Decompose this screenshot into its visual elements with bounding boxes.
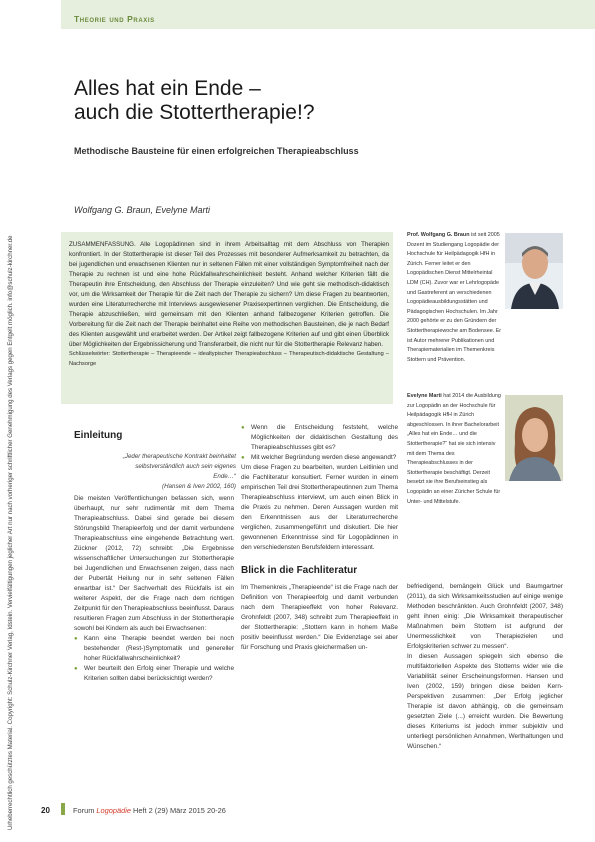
article-title <box>74 77 404 125</box>
col3-paragraph-1: befriedigend, bemängeln Glück und Baumgartner (2011), da sich Wirksamkeitsstudien auf einige wenige Methoden beschränkten. Auch Grohnfeldt (2007, 348) geht ihnen einig: „Die Wirksamkeit therapeutischer Maßnahmen beim Stottern ist aufgrund der Unermesslichkeit von Therapiezielen und Erfolgskriterien schwer zu messen“. <box>407 583 563 650</box>
col3-paragraph-2: In diesen Aussagen spiegeln sich ebenso die multifaktoriellen Aspekte des Stotterns wider wie die Variabilität seiner Erscheinungsformen. Hansen und Iven (2002, 159) bringen diese beiden Kern-Perspektiven zusammen: „Der Erfolg jeglicher Therapie ist davon abhängig, ob die gemeinsam gesetzten Ziele (...) erreicht wurden. Die Bewertung dieses Kriteriums ist jedoch immer subjektiv und unterliegt persönlichen Annahmen, Werthaltungen und Wünschen.“ <box>407 653 563 750</box>
keywords: Schlüsselwörter: Stottertherapie – Therapieende – idealtypischer Therapieabschluss – Therapeutisch-didaktische Gestaltung – Nachsorge <box>69 351 389 367</box>
author-photo-marti <box>505 395 563 481</box>
title-line-2: auch die Stottertherapie!? <box>74 101 315 124</box>
bio-marti-text: hat 2014 die Ausbildung zur Logopädin an der Hochschule für Heilpädagogik HfH in Zürich abgeschlossen. In ihrer Bachelorarbeit „Alles hat ein Ende… und die Stottertherapie?“ hat sie sich intensiv mit dem Thema des Therapieabschlusses in der Stottertherapie beschäftigt. Derzeit besetzt sie ihre Berufseinstieg als Logopädin an einer Züricher Schule für Unter- und Mittelstufe. <box>407 393 501 505</box>
list-item: ● Wenn die Entscheidung feststeht, welche Möglichkeiten der didaktischen Gestaltung des Therapieabschlusses gibt es? <box>241 423 398 453</box>
page-number: 20 <box>41 806 50 815</box>
list-item: ● Wer beurteilt den Erfolg einer Therapie und welche Kriterien sollten dabei berücksichtigt werden? <box>74 664 234 684</box>
heading-einleitung: Einleitung <box>74 430 123 441</box>
footer-forum: Forum <box>73 806 95 815</box>
section-label: Theorie und Praxis <box>74 14 155 24</box>
article-subtitle: Methodische Bausteine für einen erfolgreichen Therapieabschluss <box>74 146 359 156</box>
footer-logo: Logopädie <box>96 806 131 815</box>
motto-quote: „Jeder therapeutische Kontrakt beinhaltet selbstverständlich auch sein eigenes Ende…“ <box>122 453 236 480</box>
abstract-text <box>69 240 389 369</box>
motto <box>120 452 236 492</box>
copyright-sidebar-notice: Urheberrechtlich geschütztes Material. Copyright: Schulz-Kirchner Verlag, Idstein. Vervielfältigungen jeglicher Art nur nach vorheriger schriftlicher Genehmigung des Verlags gegen Entgelt möglich. info@schulz-kirchner.de <box>7 235 14 830</box>
column-2 <box>241 423 398 653</box>
column-1 <box>74 494 234 684</box>
footer-accent-bar <box>61 803 65 815</box>
footer-issue: Heft 2 (29) März 2015 20-26 <box>133 806 226 815</box>
title-line-1: Alles hat ein Ende – <box>74 77 261 100</box>
col2-paragraph-2: Im Themenkreis „Therapieende“ ist die Frage nach der Definition von Therapieerfolg und damit verbunden nach dem Therapieeffekt von hoher Relevanz. Grohnfeldt (2007, 348) schreibt zum Therapieeffekt in der Stottertherapie: „Stottern kann in hohem Maße positiv beeinflusst werden.“ Die Evidenzlage sei aber für Forschung und Praxis gleichermaßen un- <box>241 584 398 651</box>
bio-braun-name: Prof. Wolfgang G. Braun <box>407 232 470 238</box>
list-item: ● Kann eine Therapie beendet werden bei noch bestehender (Rest-)Symptomatik und genereller hoher Rückfallwahrscheinlichkeit? <box>74 634 234 664</box>
einleitung-paragraph: Die meisten Veröffentlichungen befassen sich, wenn überhaupt, nur sehr rudimentär mit dem Thema Therapieabschluss. Dabei sind gerade bei diesem Störungsbild Therapieerfolg und der damit verbundene Therapieabschluss eine eingehende Betrachtung wert. Zückner (2012, 72) schreibt: „Die Ergebnisse wissenschaftlicher Untersuchungen zur Stottertherapie bei Jugendlichen und Erwachsenen zeigen, dass nach der Pubertät Heilung nur in sehr seltenen Fällen erwartbar ist.“ Der Sachverhalt des Rückfalls ist ein weiterer Aspekt, der die Frage nach dem richtigen Zeitpunkt für den Therapieabschluss beeinflusst. Daraus resultieren Fragen zum Abschluss in der Stottertherapie sowohl bei Kindern als auch bei Erwachsenen: <box>74 495 234 632</box>
column-3 <box>407 582 563 752</box>
col2-paragraph-1: Um diese Fragen zu bearbeiten, wurden Leitlinien und die Fachliteratur konsultiert. Ferner wurden in einem empirischen Teil drei Stottertherapeutinnen zum Thema Therapieabschluss interviewt, um auch einen Blick in die Praxis zu nehmen. Deren Aussagen wurden mit den Erkenntnissen aus der Literaturrecherche verglichen, zusammengeführt und diskutiert. Die hier gewonnenen Erkenntnisse sind für Logopädinnen in den verschiedensten Berufsfeldern interessant. <box>241 464 398 551</box>
bio-marti <box>407 392 503 507</box>
abstract-body: ZUSAMMENFASSUNG. Alle Logopädinnen sind in ihrem Arbeitsalltag mit dem Abschluss von Therapien konfrontiert. In der Stottertherapie ist dieser Teil des Prozesses mit besonderer Aufmerksamkeit zu betrachten, da bei jugendlichen und erwachsenen Klienten nur in seltenen Fällen mit einer vollständigen Symptomfreiheit nach der Therapie zu rechnen ist und eine hohe Rückfallwahrscheinlichkeit besteht. Anhand welcher Kriterien fällt die Therapeutin ihre Entscheidung, den Abschluss der Therapie einzuleiten? Und wie geht sie methodisch-didaktisch vor, um die Wirksamkeit der Therapie für die Zeit nach der Therapie zu sichern? Um diese Fragen zu beantworten, wurden eine Literaturrecherche mit Interviews ausgewiesener Praxisexpertinnen verglichen. Die Entscheidung, die Therapie abzuschließen, wird gemeinsam mit den Klienten anhand fallbezogener Kriterien getroffen. Die Vorbereitung für die Zeit nach der Therapie beinhaltet eine Reihe von methodischen Bausteinen, die je nach Bedarf des Klienten ausgewählt und erarbeitet werden. Der Artikel zeigt fallbezogene Kriterien auf und gibt einen Überblick über Möglichkeiten der Ergebnissicherung und Transferarbeit, die nicht nur für die Stottertherapie Relevanz haben. <box>69 241 389 348</box>
motto-source: (Hansen & Iven 2002, 160) <box>162 483 236 490</box>
footer-journal <box>73 806 226 815</box>
list-item: ● Mit welcher Begründung werden diese angewandt? <box>241 453 398 463</box>
author-photo-braun <box>505 233 563 309</box>
bio-braun-text: ist seit 2005 Dozent im Studiengang Logopädie der Hochschule für Heilpädagogik HfH in Zürich. Ferner leitet er den Logopädischen Dienst Mittelrheintal LDM (CH). Zuvor war er Lehrlogopäde und Gastreferent an verschiedenen Logopädieausbildungsstätten und Pädagogischen Hochschulen. Im Jahr 2000 gehörte er zu den Gründern der Stottertherapiewoche am Bodensee. Er ist Autor mehrerer Publikationen und Therapiematerialien im Themenkreis Stottern und Prävention. <box>407 232 502 363</box>
heading-fachliteratur: Blick in die Fachliteratur <box>241 565 358 576</box>
bio-marti-name: Evelyne Marti <box>407 393 442 399</box>
bio-braun <box>407 231 503 365</box>
article-authors: Wolfgang G. Braun, Evelyne Marti <box>74 205 211 215</box>
